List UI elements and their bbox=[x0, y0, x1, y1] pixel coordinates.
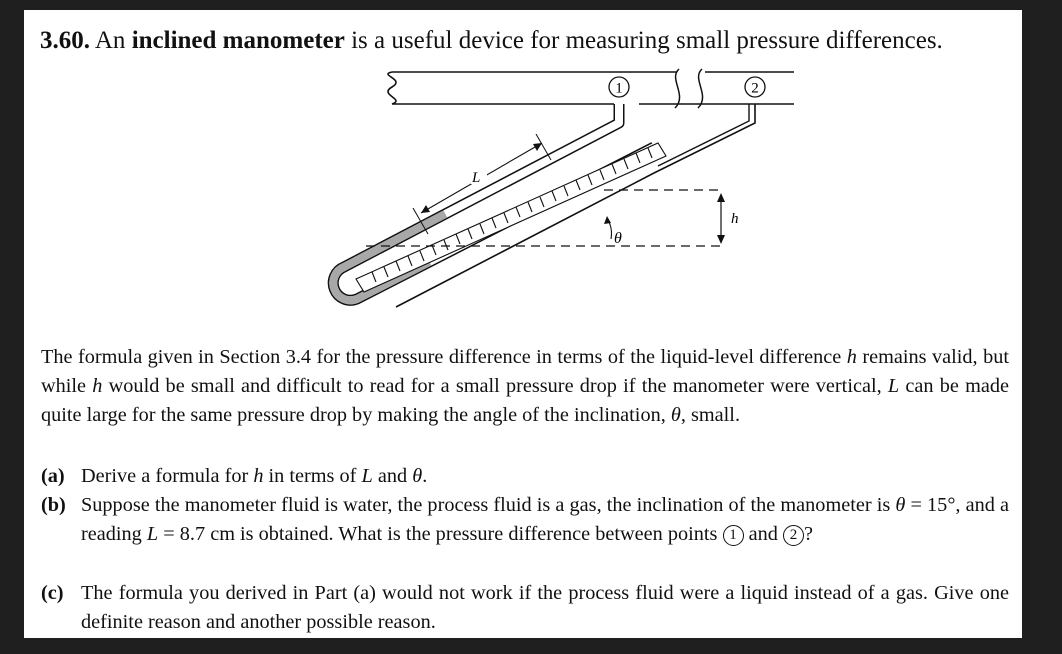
part-b-text: Suppose the manometer fluid is water, the process fluid is a gas, the inclination of the manometer is θ = 15°, and a reading L = 8.7 cm is obtained. What is the pressure difference between points 1 and 2 ? bbox=[81, 494, 1010, 545]
part-a-text: Derive a formula for h in terms of L and θ. bbox=[81, 465, 428, 487]
desc-line2b: would be small and difficult to read for a small pressure drop if the bbox=[108, 375, 667, 397]
angle-label: θ bbox=[614, 230, 622, 247]
problem-title bbox=[40, 26, 1010, 56]
point-2-label: 2 bbox=[751, 80, 759, 97]
desc-line3a: manometer were vertical, bbox=[672, 375, 882, 397]
part-b-label: (b) bbox=[41, 494, 66, 516]
pipe-gap-mark-1 bbox=[675, 69, 680, 108]
part-c-text: The formula you derived in Part (a) would not work if the process fluid were a liquid instead of a gas. Give one definite reason and another possible reason. bbox=[81, 582, 1009, 633]
desc-line3b: can be made quite large for the same pressure drop by making the angle of bbox=[41, 375, 1010, 426]
point-1-ref: 1 bbox=[723, 525, 744, 546]
height-label: h bbox=[731, 211, 739, 227]
graduated-scale bbox=[356, 143, 666, 292]
part-c-label: (c) bbox=[41, 582, 64, 604]
desc-line1: The formula given in Section 3.4 for the pressure difference in terms of the liquid-level difference bbox=[41, 346, 842, 368]
desc-line4a: the inclination, bbox=[544, 404, 666, 426]
problem-number: 3.60. bbox=[40, 27, 90, 54]
part-c bbox=[41, 579, 1009, 637]
pipe-break-left bbox=[388, 72, 396, 104]
point-2-ref: 2 bbox=[783, 525, 804, 546]
pipe-gap-mark-2 bbox=[698, 69, 703, 108]
part-a-label: (a) bbox=[41, 465, 65, 487]
manometer-diagram bbox=[274, 65, 794, 315]
textbook-page bbox=[24, 10, 1022, 638]
desc-var-theta: θ bbox=[670, 404, 681, 426]
right-leg-inner bbox=[658, 104, 749, 166]
point-1-label: 1 bbox=[615, 80, 623, 97]
part-a bbox=[41, 462, 1009, 491]
manometer-figure bbox=[274, 65, 794, 315]
problem-description bbox=[41, 343, 1009, 430]
desc-var-L: L bbox=[887, 375, 900, 397]
part-b bbox=[41, 491, 1009, 549]
desc-line2a: remains valid, but while bbox=[41, 346, 1009, 397]
title-post: is a useful device for measuring small pressure differences. bbox=[351, 27, 943, 54]
desc-line4b: , small. bbox=[680, 404, 741, 426]
title-pre: An bbox=[94, 27, 126, 54]
desc-var-h-2: h bbox=[92, 375, 103, 397]
title-term: inclined manometer bbox=[131, 27, 345, 54]
desc-var-h: h bbox=[846, 346, 857, 368]
angle-arrow-head bbox=[604, 216, 611, 224]
length-label: L bbox=[472, 170, 481, 186]
